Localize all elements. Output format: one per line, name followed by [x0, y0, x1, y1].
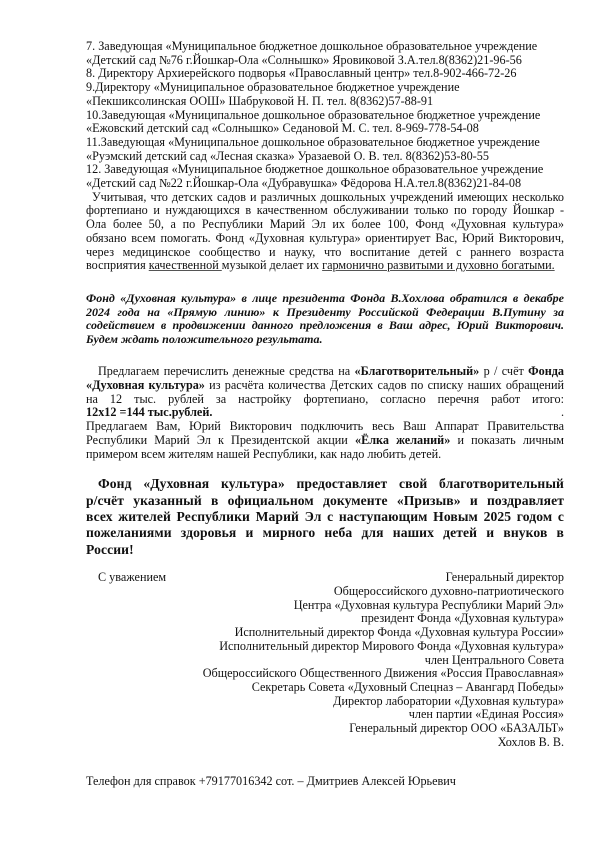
text-fragment: Предлагаем перечислить денежные средства на — [98, 364, 355, 379]
signature-title: член партии «Единая Россия» — [408, 707, 564, 722]
paragraph-line: пожеланиями здоровья и мирного неба для наших детей и внуков в — [86, 525, 564, 541]
contact-phone: Телефон для справок +79177016342 сот. – Дмитриев Алексей Юрьевич — [86, 774, 456, 789]
paragraph-line: Будем ждать положительного результата. — [86, 331, 323, 346]
paragraph-transfer-proposal — [86, 365, 564, 461]
signer-name: Хохлов В. В. — [497, 734, 564, 749]
underlined-text: гармонично развитыми и духовно богатыми. — [322, 258, 555, 273]
text-fragment: из расчёта количества Детских садов по списку наших обращений — [204, 378, 564, 393]
paragraph-line — [86, 365, 564, 379]
signature-title: президент Фонда «Духовная культура» — [361, 611, 564, 626]
paragraph-line: р/счёт указанный в официальном документе «Призыв» и поздравляет — [86, 492, 564, 508]
list-item-12-line1: 12. Заведующая «Муниципальное бюджетное дошкольное образовательное учреждение — [86, 162, 544, 177]
list-item-7-line1: 7. Заведующая «Муниципальное бюджетное дошкольное образовательное учреждение — [86, 39, 538, 53]
paragraph-line — [86, 379, 564, 393]
text-fragment: . — [560, 405, 564, 420]
signature-title: Исполнительный директор Фонда «Духовная культура России» — [234, 625, 564, 640]
paragraph-line: на 12 тыс. рублей за настройку фортепиано, согласно перечня работ итого: — [86, 391, 564, 406]
bold-text: «Благотворительный» — [354, 364, 480, 379]
list-item-10-line1: 10.Заведующая «Муниципальное дошкольное образовательное бюджетное учреждение — [86, 107, 541, 122]
list-item-12-line2: «Детский сад №22 г.Йошкар-Ола «Дубравушка» Фёдорова Н.А.тел.8(8362)21-84-08 — [86, 176, 522, 191]
signature-title: Директор лаборатории «Духовная культура» — [333, 693, 564, 708]
paragraph-line: обязано всем помогать. Фонд «Духовная культура» ориентирует Вас, Юрий Викторович, — [86, 230, 564, 245]
list-item-9-line1: 9.Директору «Муниципальное образовательное бюджетное учреждение — [86, 80, 460, 95]
text-fragment: и показать личным — [450, 432, 564, 447]
bold-text: «Духовная культура» — [86, 378, 205, 393]
bold-text: Фонда — [528, 364, 564, 379]
list-item-11-line2: «Руэмский детский сад «Лесная сказка» Уразаевой О. В. тел. 8(8362)53-80-55 — [86, 148, 489, 163]
paragraph-line: примером всем жителям нашей Республики, как надо любить детей. — [86, 446, 442, 461]
text-fragment: р / счёт — [479, 364, 529, 379]
greeting: С уважением — [98, 570, 167, 585]
signature-title: Центра «Духовная культура Республики Марий Эл» — [293, 597, 564, 612]
list-item-11-line1: 11.Заведующая «Муниципальное дошкольное образовательное бюджетное учреждение — [86, 134, 540, 149]
underlined-text: качественной — [148, 258, 222, 273]
paragraph-line: Учитывая, что детских садов и различных дошкольных учреждений имеющих несколько — [92, 189, 564, 204]
signature-title: Генеральный директор — [445, 570, 564, 585]
paragraph-line: 2024 года на «Прямую линию» к Президенту Российской Федерации В.Путину за — [86, 304, 564, 319]
document-page — [86, 40, 564, 789]
signature-title: член Центрального Совета — [424, 652, 564, 667]
text-fragment: восприятия — [86, 258, 149, 273]
paragraph-direct-line-appeal — [86, 292, 564, 346]
paragraph-line: Предлагаем Вам, Юрий Викторович подключить весь Ваш Аппарат Правительства — [86, 419, 564, 434]
total-amount: 12х12 =144 тыс.рублей. — [86, 405, 213, 420]
paragraph-line — [86, 259, 564, 273]
signature-title: Секретарь Совета «Духовный Спецназ – Авангард Победы» — [251, 679, 564, 694]
signature-title: Генеральный директор ООО «БАЗАЛЬТ» — [349, 721, 564, 736]
paragraph-line: Фонд «Духовная культура» в лице президента Фонда В.Хохлова обратился в декабре — [86, 290, 564, 305]
paragraph-new-year-greeting — [86, 476, 564, 558]
list-item-7-line2: «Детский сад №76 г.Йошкар-Ола «Солнышко» Яровиковой З.А.тел.8(8362)21-96-56 — [86, 52, 522, 67]
signature-title: Общероссийского духовно-патриотического — [333, 583, 564, 598]
paragraph-considering — [86, 191, 564, 273]
signature-title: Исполнительный директор Мирового Фонда «Духовная культура» — [219, 638, 564, 653]
paragraph-line: России! — [86, 541, 134, 557]
bold-text: «Ёлка желаний» — [354, 432, 451, 447]
list-item-10-line2: «Ежовский детский сад «Солнышко» Седановой М. С. тел. 8-969-778-54-08 — [86, 121, 479, 136]
paragraph-line: содействием в продвижении данного предложения в Ваш адрес, Юрий Викторович. — [86, 318, 564, 333]
paragraph-line: через медицинское сообщество и науку, что воспитание детей с раннего возраста — [86, 244, 564, 259]
signature-block — [86, 571, 564, 749]
paragraph-line: всех жителей Республики Марий Эл с наступающим Новым 2025 годом с — [86, 509, 564, 525]
signature-title: Общероссийского Общественного Движения «Россия Православная» — [202, 666, 564, 681]
paragraph-line: Ола более 50, а по Республики Марий Эл их более 100, Фонд «Духовная культура» — [86, 217, 564, 232]
paragraph-line — [86, 406, 564, 420]
contact-line — [86, 775, 564, 789]
text-fragment: Республики Марий Эл к Президентской акции — [86, 432, 355, 447]
list-item-8-line1: 8. Директору Архиерейского подворья «Православный центр» тел.8-902-466-72-26 — [86, 66, 517, 81]
text-fragment: музыкой делает их — [221, 258, 323, 273]
paragraph-line: фортепиано и нуждающихся в качественном обслуживании только по городу Йошкар - — [86, 203, 564, 218]
paragraph-line — [86, 434, 564, 448]
recipient-list — [86, 40, 564, 191]
list-item-9-line2: «Пекшиксолинская ООШ» Шабруковой Н. П. тел. 8(8362)57-88-91 — [86, 93, 434, 108]
paragraph-line: Фонд «Духовная культура» предоставляет свой благотворительный — [98, 476, 564, 492]
